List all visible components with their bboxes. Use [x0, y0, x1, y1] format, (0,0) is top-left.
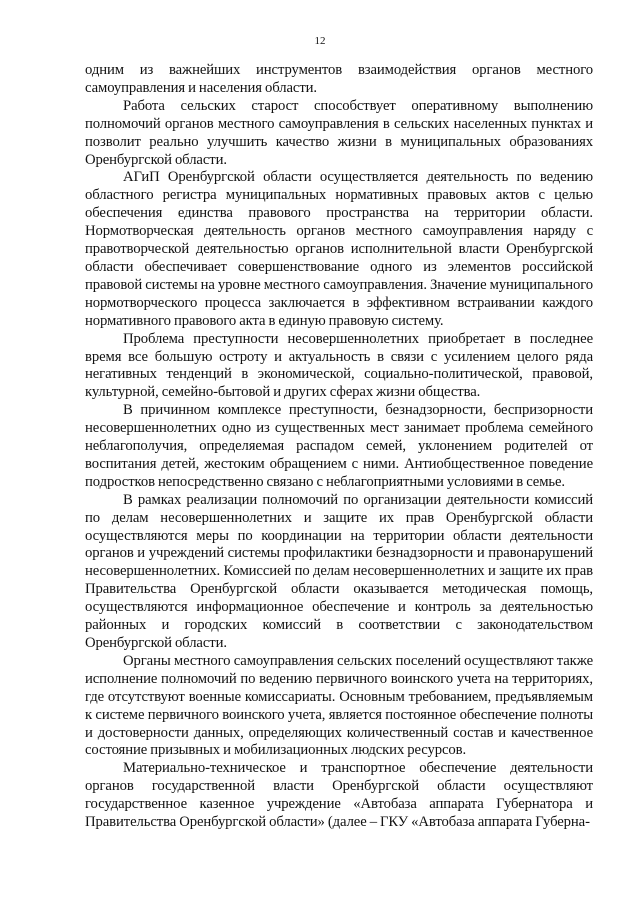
- paragraph: АГиП Оренбургской области осуществляется деятельность по ведению областного регистра муниципальных нормативных правовых актов с целью обеспечения единства правового пространства на территории области. Нормотворческая деятельность органов местного самоуправления наряду с правотворческой деятельностью органов исполнительной власти Оренбургской области обеспечивает совершенствование одного из элементов российской правовой системы на уровне местного самоуправления. Значение муниципального нормотворческого процесса заключается в эффективном встраивании каждого нормативного правового акта в единую правовую систему.: [85, 169, 593, 329]
- paragraph: В причинном комплексе преступности, безнадзорности, беспризорности несовершеннолетних одно из существенных мест занимает проблема семейного неблагополучия, определяемая распадом семей, уклонением родителей от воспитания детей, жестоким обращением с ними. Антиобщественное поведение подростков непосредственно связано с неблагоприятными условиями в семье.: [85, 402, 593, 490]
- paragraph: В рамках реализации полномочий по организации деятельности комиссий по делам несовершеннолетних и защите их прав Оренбургской области осуществляются меры по координации на территории области деятельности органов и учреждений системы профилактики безнадзорности и правонарушений несовершеннолетних. Комиссией по делам несовершеннолетних и защите их прав Правительства Оренбургской области оказывается методическая помощь, осуществляются информационное обеспечение и контроль за деятельностью районных и городских комиссий в соответствии с законодательством Оренбургской области.: [85, 491, 593, 651]
- paragraph: Проблема преступности несовершеннолетних приобретает в последнее время все большую остроту и актуальность в связи с усилением целого ряда негативных тенденций в экономической, социально-политической, правовой, культурной, семейно-бытовой и других сферах жизни общества.: [85, 330, 593, 401]
- document-body: [85, 62, 593, 832]
- paragraph: Органы местного самоуправления сельских поселений осуществляют также исполнение полномочий по ведению первичного воинского учета на территориях, где отсутствуют военные комиссариаты. Основным требованием, предъявляемым к системе первичного воинского учета, является постоянное обеспечение полноты и достоверности данных, определяющих количественный состав и качественное состояние призывных и мобилизационных людских ресурсов.: [85, 652, 593, 759]
- paragraph: одним из важнейших инструментов взаимодействия органов местного самоуправления и населения области.: [85, 62, 593, 96]
- paragraph: Работа сельских старост способствует оперативному выполнению полномочий органов местного самоуправления в сельских населенных пунктах и позволит реально улучшить качество жизни в муниципальных образованиях Оренбургской области.: [85, 97, 593, 168]
- page-number: 12: [314, 35, 326, 47]
- paragraph: Материально-техническое и транспортное обеспечение деятельности органов государственной власти Оренбургской области осуществляют государственное казенное учреждение «Автобаза аппарата Губернатора и Правительства Оренбургской области» (далее – ГКУ «Автобаза аппарата Губерна-: [85, 760, 593, 831]
